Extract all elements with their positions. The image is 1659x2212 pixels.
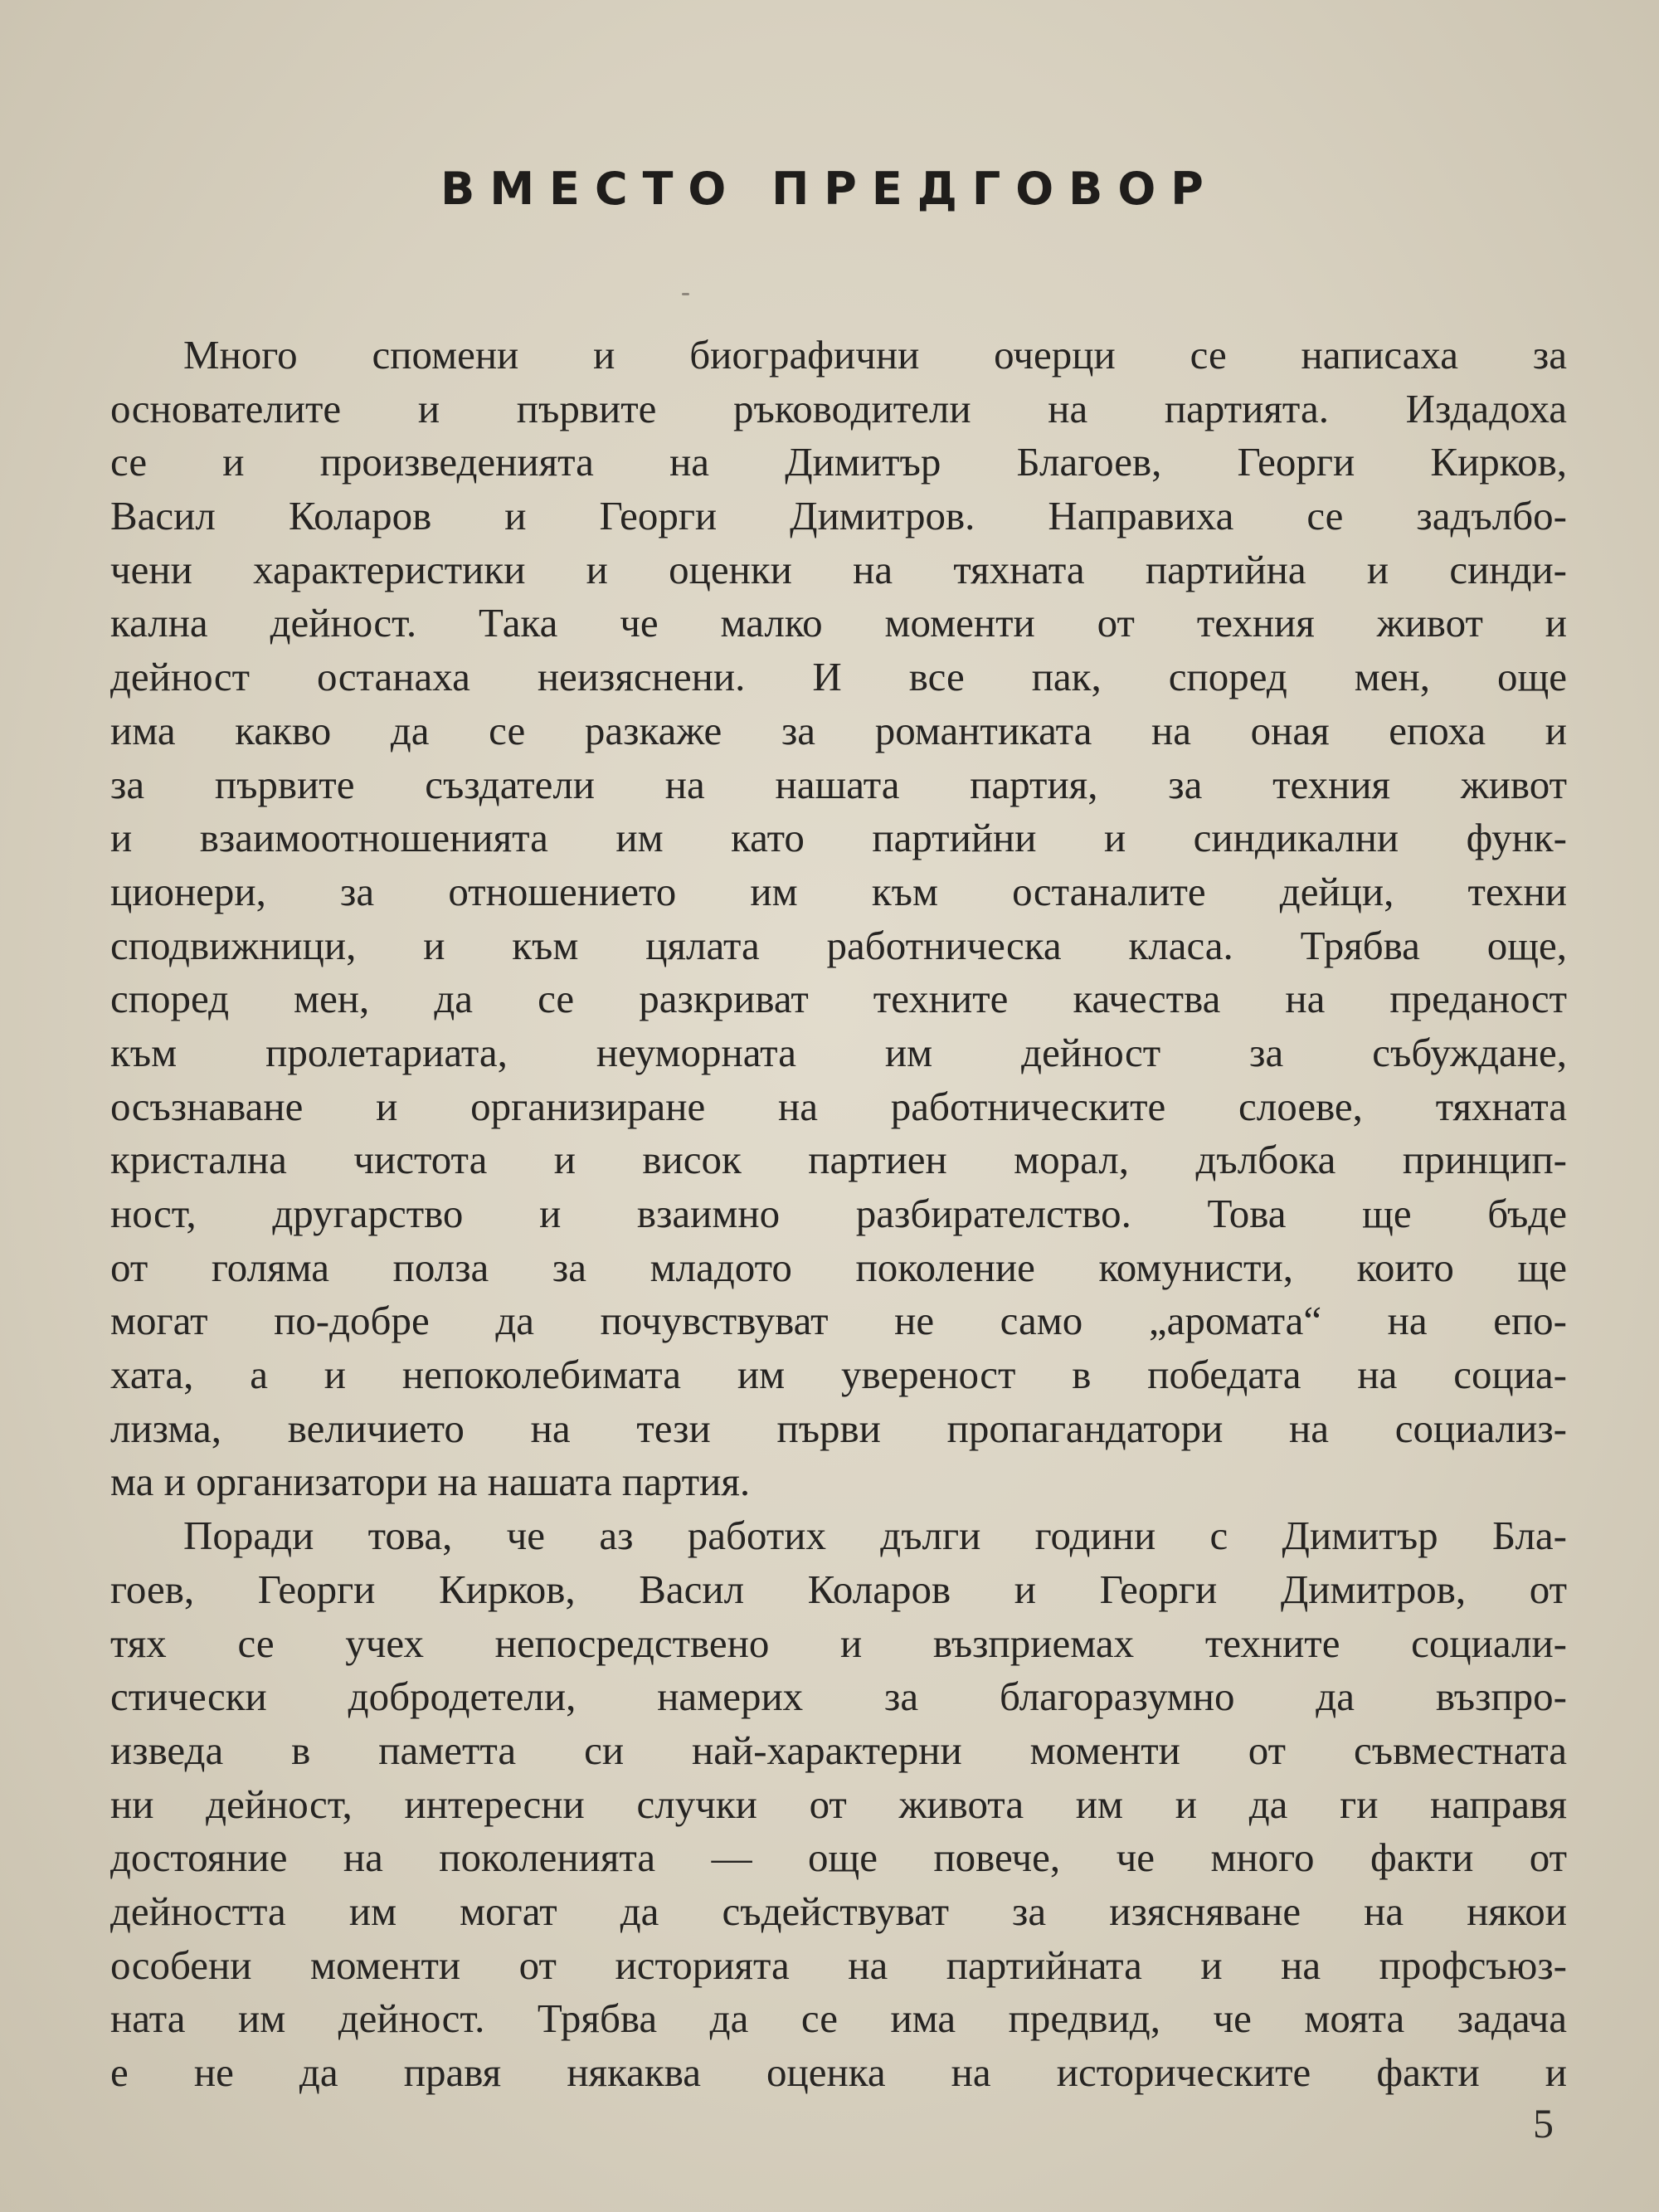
text-line: достояние на поколенията — още повече, че много факти от — [110, 1834, 1567, 1881]
text-line: и взаимоотношенията им като партийни и синдикални функ- — [110, 815, 1567, 861]
text-line: ма и организатори на нашата партия. — [110, 1459, 751, 1505]
text-line: дейност останаха неизяснени. И все пак, според мен, още — [110, 654, 1567, 700]
text-line: кална дейност. Така че малко моменти от техния живот и — [110, 600, 1567, 646]
text-line: особени моменти от историята на партийната и на профсъюз- — [110, 1942, 1567, 1988]
text-line: чени характеристики и оценки на тяхната партийна и синди- — [110, 546, 1567, 592]
text-line: към пролетариата, неуморната им дейност за събуждане, — [110, 1029, 1567, 1075]
chapter-title: ВМЕСТО ПРЕДГОВОР — [440, 163, 1219, 215]
text-line: лизма, величието на тези първи пропагандатори на социализ- — [110, 1405, 1567, 1451]
text-line: ни дейност, интересни случки от живота им и да ги направя — [110, 1781, 1567, 1827]
text-line: според мен, да се разкриват техните качества на преданост — [110, 976, 1567, 1022]
text-line: стически добродетели, намерих за благоразумно да възпро- — [110, 1674, 1567, 1720]
body-text — [110, 329, 1567, 2100]
text-line: гоев, Георги Кирков, Васил Коларов и Георги Димитров, от — [110, 1566, 1567, 1612]
text-line: изведа в паметта си най-характерни моменти от съвместната — [110, 1727, 1567, 1773]
text-line: хата, а и непоколебимата им увереност в победата на социа- — [110, 1352, 1567, 1398]
text-line: кристална чистота и висок партиен морал, дълбока принцип- — [110, 1137, 1567, 1183]
text-line: ционери, за отношението им към останалите дейци, техни — [110, 868, 1567, 914]
text-line: осъзнаване и организиране на работническите слоеве, тяхната — [110, 1083, 1567, 1129]
text-line: основателите и първите ръководители на партията. Издадоха — [110, 385, 1567, 431]
text-line: се и произведенията на Димитър Благоев, Георги Кирков, — [110, 439, 1567, 485]
text-line: тях се учех непосредствено и възприемах техните социали- — [110, 1620, 1567, 1666]
text-line: дейността им могат да съдействуват за изясняване на някои — [110, 1888, 1567, 1934]
paper-speck — [682, 293, 689, 295]
text-line: ност, другарство и взаимно разбирателство. Това ще бъде — [110, 1191, 1567, 1236]
text-line: за първите създатели на нашата партия, за техния живот — [110, 761, 1567, 807]
text-line: от голяма полза за младото поколение комунисти, които ще — [110, 1244, 1567, 1290]
text-line: сподвижници, и към цялата работническа класа. Трябва още, — [110, 922, 1567, 968]
text-line: могат по-добре да почувствуват не само „аромата“ на епо- — [110, 1298, 1567, 1344]
page-number: 5 — [1533, 2100, 1554, 2146]
text-line: е не да правя някаква оценка на историческите факти и — [110, 2049, 1567, 2095]
text-line: ната им дейност. Трябва да се има предвид, че моята задача — [110, 1995, 1567, 2042]
text-line: Васил Коларов и Георги Димитров. Направиха се задълбо- — [110, 493, 1567, 539]
text-line: Много спомени и биографични очерци се написаха за — [183, 332, 1567, 378]
text-line: Поради това, че аз работих дълги години с Димитър Бла- — [183, 1513, 1567, 1559]
text-line: има какво да се разкаже за романтиката на оная епоха и — [110, 707, 1567, 753]
